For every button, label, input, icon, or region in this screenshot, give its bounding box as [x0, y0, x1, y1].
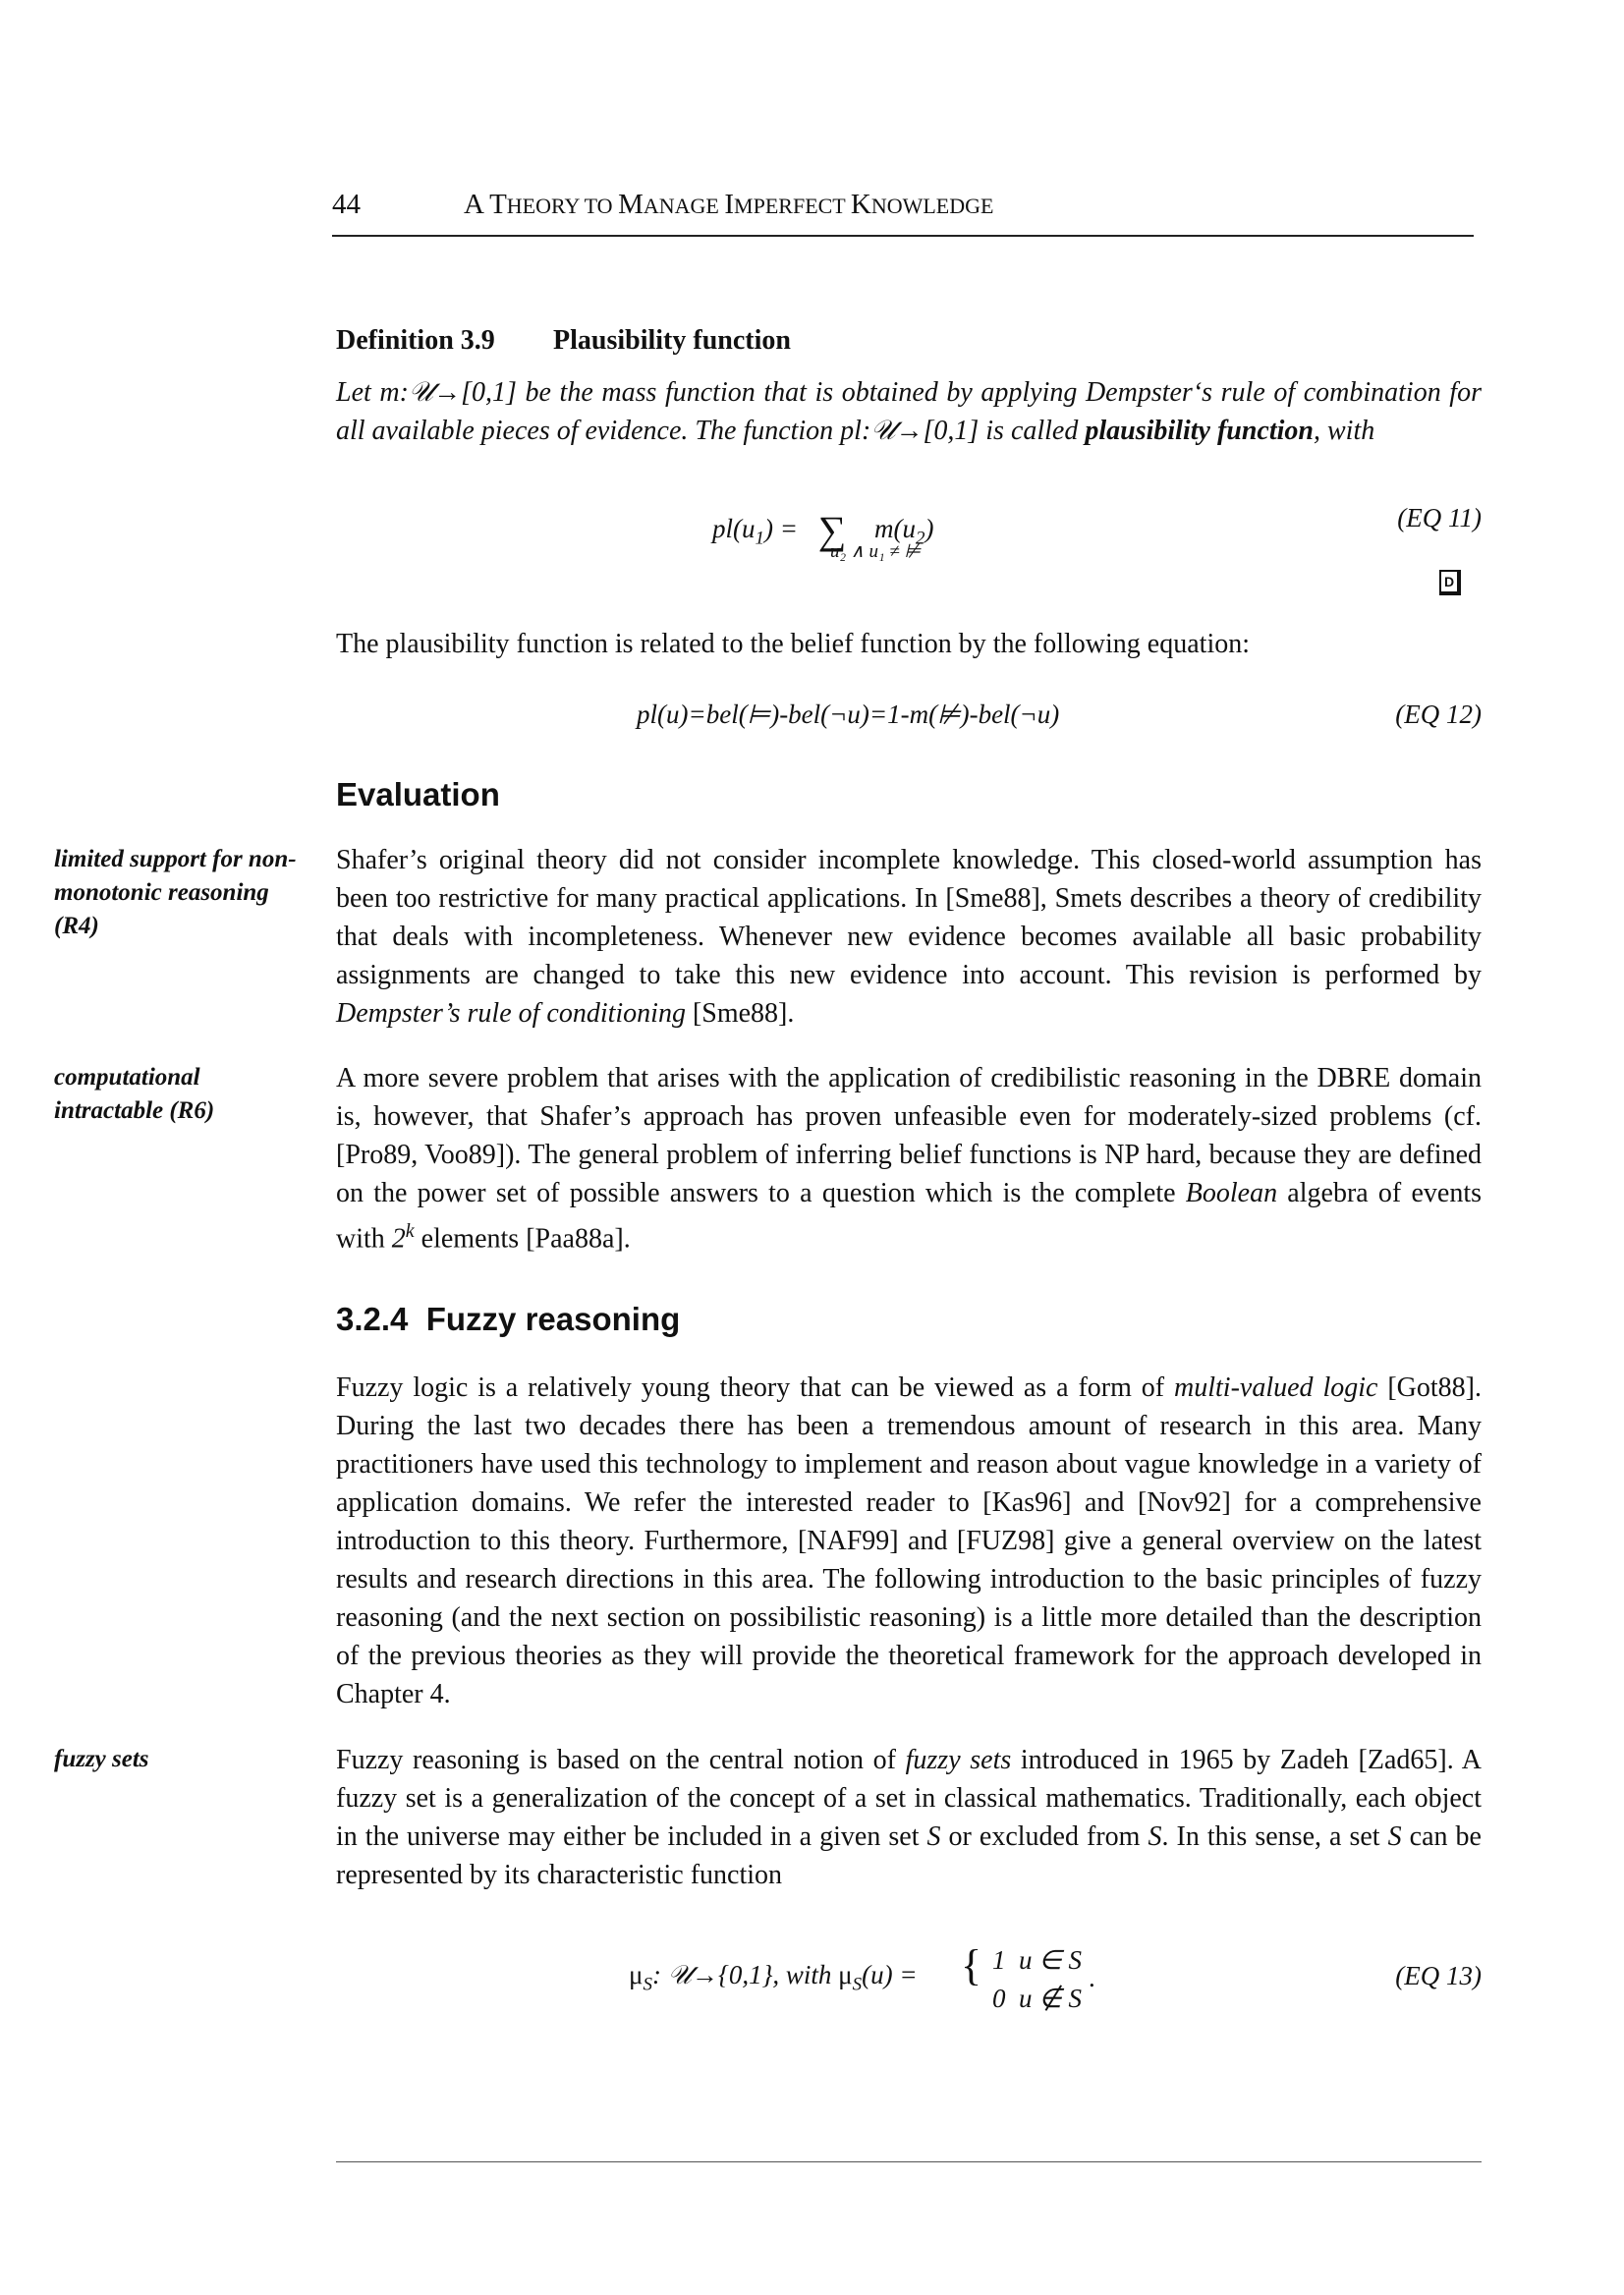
equation-12-number: (EQ 12) — [1395, 700, 1482, 729]
fuzzy-paragraph-2: Fuzzy reasoning is based on the central notion of fuzzy sets introduced in 1965 by Zadeh [Zad65]. A fuzzy set is a generalization of the concept of a set in classical mathematics. Traditionally, each object in the universe may either be included in a given set S or excluded from S. In this sense, a set S can be represented by its characteristic function — [336, 1745, 1482, 1890]
equation-13: $\mu_S$: 𝒰→{0,1}, with $\mu_S(u)$ = — [629, 1960, 918, 1995]
fuzzy-reasoning-heading: 3.2.4 Fuzzy reasoning — [336, 1301, 681, 1337]
equation-13-case-2: 0 u ∉ S — [992, 1984, 1083, 2013]
equation-11: $pl(u_1)$ = ∑ $m(u_2)$ — [712, 508, 934, 552]
page-number: 44 — [332, 189, 361, 220]
equation-13-number: (EQ 13) — [1395, 1961, 1482, 1990]
equation-13-period: . — [1089, 1963, 1095, 1992]
equation-13-case-1: 1 u ∈ S — [992, 1945, 1083, 1975]
evaluation-heading: Evaluation — [336, 776, 500, 812]
equation-11-sum-range: u₂ ∧ u₁ ≠ ⊭ — [830, 541, 922, 562]
equation-12: pl(u)=bel(⊨)-bel(¬u)=1-m(⊭)-bel(¬u) — [637, 700, 1060, 729]
definition-title: Plausibility function — [553, 325, 791, 356]
definition-label: Definition 3.9 — [336, 325, 495, 356]
footer-rule — [336, 2161, 1482, 2162]
definition-text: Let m:𝒰→[0,1] be the mass function that is obtained by applying Dempster‘s rule of combination for all available pieces of evidence. The function pl:𝒰→[0,1] is called plausibility function, with — [336, 377, 1482, 446]
evaluation-paragraph-2: A more severe problem that arises with the application of credibilistic reasoning in the DBRE domain is, however, that Shafer’s approach has proven unfeasible even for moderately-sized problems (cf. [Pro89, Voo89]). The general problem of inferring belief functions is NP hard, because they are defined on the power set of possible answers to a question which is the complete Boolean algebra of events with 2$^k$ elements [Paa88a]. — [336, 1063, 1482, 1255]
plausibility-paragraph: The plausibility function is related to the belief function by the following equation: — [336, 629, 1251, 659]
evaluation-paragraph-1: Shafer’s original theory did not consider incomplete knowledge. This closed-world assumption has been too restrictive for many practical applications. In [Sme88], Smets describes a theory of credibility that deals with incompleteness. Whenever new evidence becomes available all basic probability assignments are changed to take this new evidence into account. This revision is performed by Dempster’s rule of conditioning [Sme88]. — [336, 845, 1482, 1029]
equation-11-number: (EQ 11) — [1397, 503, 1482, 532]
equation-13-brace: { — [961, 1941, 982, 1989]
header-rule — [332, 235, 1474, 237]
end-of-definition-icon: D — [1439, 570, 1461, 595]
margin-note-fuzzy-sets: fuzzy sets — [54, 1746, 149, 1772]
margin-note-r4: limited support for non-monotonic reasoning (R4) — [54, 846, 297, 939]
running-header: A THEORY TO MANAGE IMPERFECT KNOWLEDGE — [464, 189, 994, 220]
margin-note-r6: computational intractable (R6) — [54, 1064, 215, 1124]
fuzzy-paragraph-1: Fuzzy logic is a relatively young theory that can be viewed as a form of multi-valued logic [Got88]. During the last two decades there has been a tremendous amount of research in this area. Many practitioners have used this technology to implement and reason about vague knowledge in a variety of application domains. We refer the interested reader to [Kas96] and [Nov92] for a comprehensive introduction to this theory. Furthermore, [NAF99] and [FUZ98] give a general overview on the latest results and research directions in this area. The following introduction to the basic principles of fuzzy reasoning (and the next section on possibilistic reasoning) is a little more detailed than the description of the previous theories as they will provide the theoretical framework for the approach developed in Chapter 4. — [336, 1372, 1482, 1709]
